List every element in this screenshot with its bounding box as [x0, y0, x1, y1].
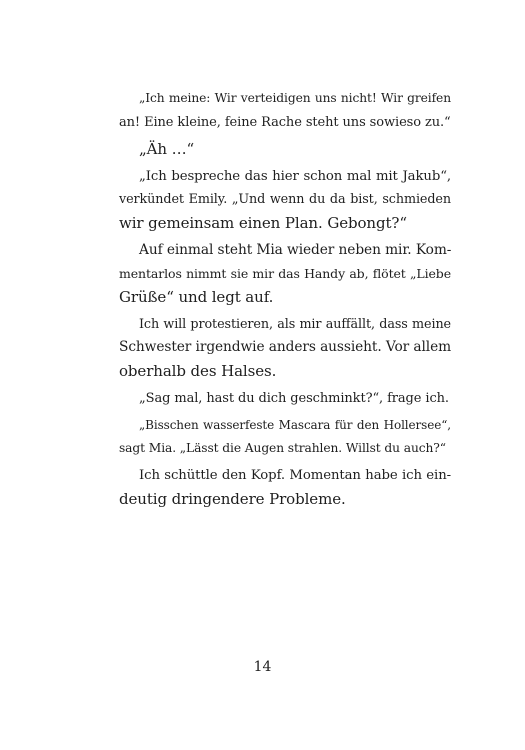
text-line: „Sag mal, hast du dich geschminkt?“, frage ich.: [139, 390, 449, 406]
body-text: [119, 87, 451, 511]
text-line: „Ich bespreche das hier schon mal mit Jakub“,: [139, 168, 451, 184]
text-line: Schwester irgendwie anders aussieht. Vor allem: [119, 339, 452, 355]
text-line: sagt Mia. „Lässt die Augen strahlen. Willst du auch?“: [119, 441, 446, 455]
text-line: Ich will protestieren, als mir auffällt, dass meine: [139, 316, 451, 332]
text-line: „Bisschen wasserfeste Mascara für den Hollersee“,: [139, 417, 451, 432]
text-line: „Ich meine: Wir verteidigen uns nicht! Wir greifen: [139, 91, 451, 105]
text-line: Auf einmal steht Mia wieder neben mir. Kom-: [139, 241, 452, 258]
text-line: deutig dringendere Probleme.: [119, 489, 346, 508]
text-line: „Äh …“: [139, 139, 195, 158]
text-line: Ich schüttle den Kopf. Momentan habe ich ein-: [139, 468, 451, 483]
text-line: an! Eine kleine, feine Rache steht uns sowieso zu.“: [119, 114, 451, 130]
page-number: 14: [253, 659, 272, 675]
text-line: Grüße“ und legt auf.: [119, 287, 274, 306]
text-line: verkündet Emily. „Und wenn du da bist, schmieden: [119, 192, 451, 207]
text-line: oberhalb des Halses.: [119, 361, 277, 380]
text-line: mentarlos nimmt sie mir das Handy ab, flötet „Liebe: [119, 266, 451, 281]
text-line: wir gemeinsam einen Plan. Gebongt?“: [119, 213, 407, 232]
